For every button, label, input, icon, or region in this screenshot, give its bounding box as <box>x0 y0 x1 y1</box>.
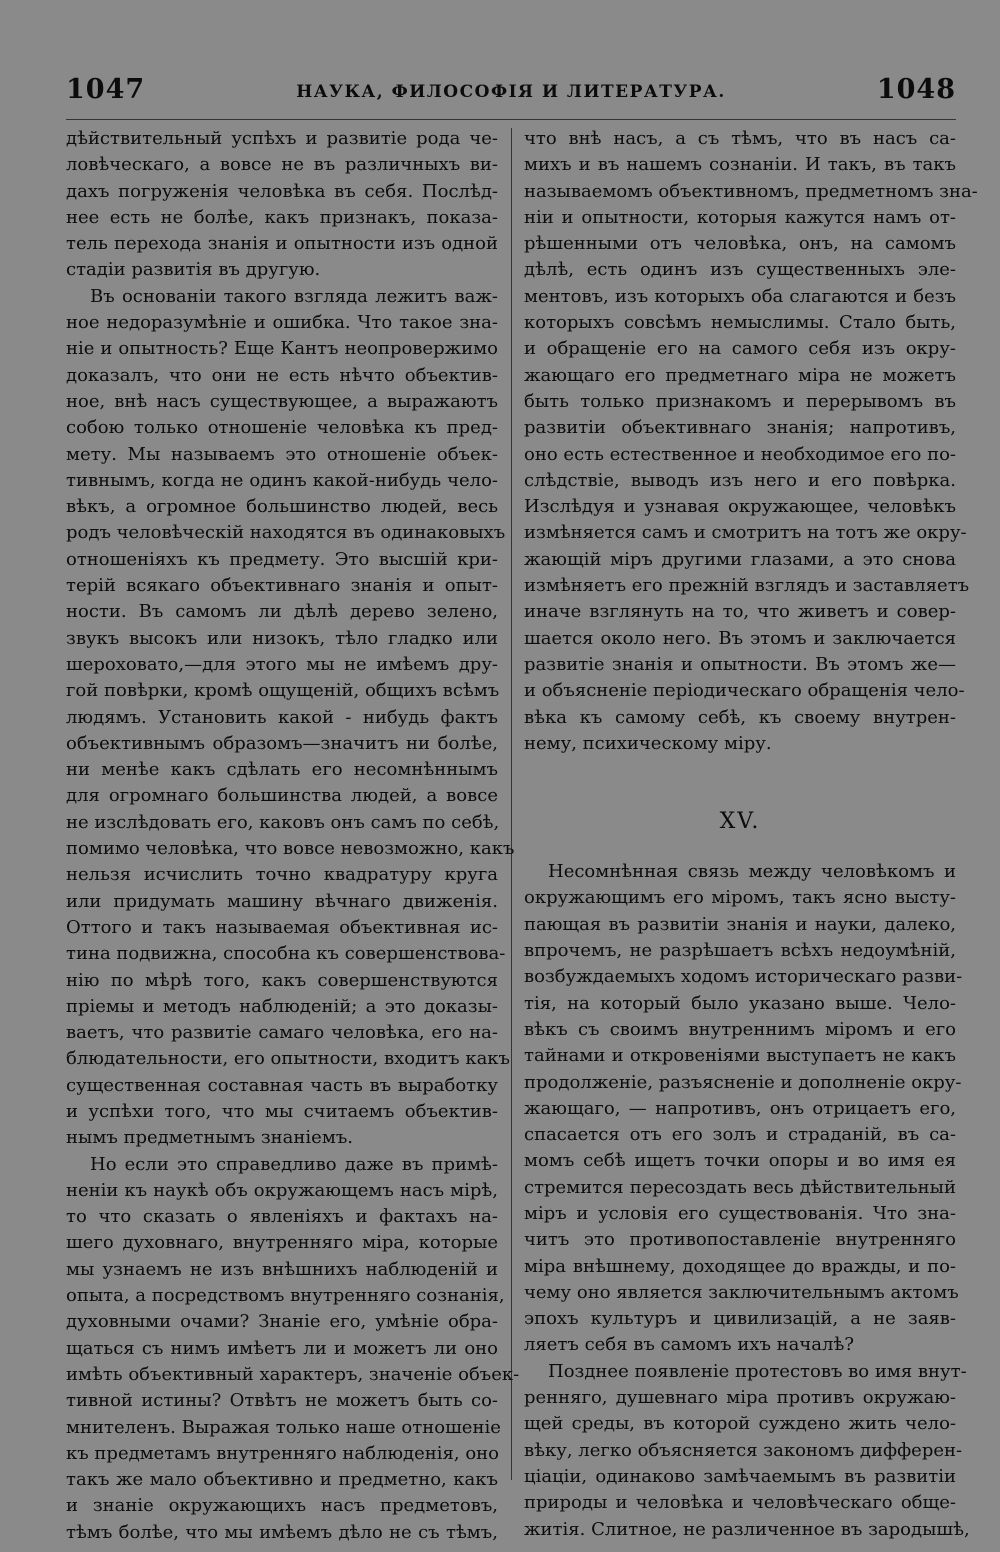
text-line: нельзя исчислить точно квадратуру круга <box>66 864 498 886</box>
text-line: Изслѣдуя и узнавая окружающее, человѣкъ <box>524 496 956 518</box>
text-line: жающаго его предметнаго міра не можетъ <box>524 364 956 386</box>
text-line: называемомъ объективномъ, предметномъ зна- <box>524 180 978 202</box>
text-line: спасается отъ его золъ и страданій, въ са- <box>524 1124 956 1146</box>
right-column-bottom-text <box>524 859 970 1543</box>
text-line: отношеніяхъ къ предмету. Это высшій кри- <box>66 548 498 570</box>
text-line: тивнымъ, когда не одинъ какой-нибудь чело- <box>66 469 498 491</box>
text-line: міра внѣшнему, доходящее до вражды, и по- <box>524 1255 956 1277</box>
text-line: щаться съ нимъ имѣетъ ли и можетъ ли оно <box>66 1337 498 1359</box>
text-line: жающаго, — напротивъ, онъ отрицаетъ его, <box>524 1097 956 1119</box>
text-line: измѣняется самъ и смотритъ на тотъ же окру- <box>524 522 967 544</box>
text-line: родъ человѣческій находятся въ одинаковыхъ <box>66 522 506 544</box>
text-line: тина подвижна, способна къ совершенствова- <box>66 943 506 965</box>
text-line: и успѣхи того, что мы считаемъ объектив- <box>66 1100 498 1122</box>
text-line: неніи къ наукѣ объ окружающемъ насъ мірѣ, <box>66 1179 498 1201</box>
text-line: мы узнаемъ не изъ внѣшнихъ наблюденій и <box>66 1258 498 1280</box>
text-line: нію по мѣрѣ того, какъ совершенствуются <box>66 969 498 991</box>
text-line: тія, на который было указано выше. Чело- <box>524 992 956 1014</box>
text-line: доказалъ, что они не есть нѣчто объектив- <box>66 364 498 386</box>
right-column <box>524 126 978 1543</box>
text-line: къ предметамъ внутренняго наблюденія, оно <box>66 1442 500 1464</box>
text-line: звукъ высокъ или низокъ, тѣло гладко или <box>66 627 498 649</box>
text-line: природы и человѣка и человѣческаго обще- <box>524 1492 956 1514</box>
text-line: существенная составная часть въ выработку <box>66 1074 498 1096</box>
text-line: ментовъ, изъ которыхъ оба слагаются и безъ <box>524 285 956 307</box>
text-line: возбуждаемыхъ ходомъ историческаго разви- <box>524 966 963 988</box>
text-line: ваетъ, что развитіе самаго человѣка, его на- <box>66 1022 498 1044</box>
text-line: дѣлѣ, есть одинъ изъ существенныхъ эле- <box>524 259 956 281</box>
text-line: оно есть естественное и необходимое его по- <box>524 443 956 465</box>
text-line: чему оно является заключительнымъ актомъ <box>524 1281 959 1303</box>
text-line: объективнымъ образомъ—значитъ ни болѣе, <box>66 732 498 754</box>
text-line: не изслѣдовать его, каковъ онъ самъ по себѣ, <box>66 811 500 833</box>
text-line: развитіе знанія и опытности. Въ этомъ же— <box>524 653 956 675</box>
text-line: ни менѣе какъ сдѣлать его несомнѣннымъ <box>66 759 498 781</box>
text-line: имѣть объективный характеръ, значеніе объек- <box>66 1363 520 1385</box>
text-line: шего духовнаго, внутренняго міра, которые <box>66 1232 498 1254</box>
text-line: Позднее появленіе протестовъ во имя внут- <box>548 1360 967 1382</box>
text-line: нему, психическому міру. <box>524 732 772 754</box>
left-column <box>66 126 520 1546</box>
right-column-top-text <box>524 126 978 757</box>
text-line: впрочемъ, не разрѣшаетъ всѣхъ недоумѣній, <box>524 940 956 962</box>
text-line: ніе и опытность? Еще Кантъ неопровержимо <box>66 338 498 360</box>
text-line: щей среды, въ которой суждено жить чело- <box>524 1413 956 1435</box>
text-line: вѣкъ, а огромное большинство людей, весь <box>66 496 498 518</box>
text-line: такъ же мало объективно и предметно, какъ <box>66 1469 498 1491</box>
text-line: дахъ погруженія человѣка въ себя. Послѣд- <box>66 180 498 202</box>
text-line: стремится пересоздать весь дѣйствительный <box>524 1176 956 1198</box>
text-line: или придумать машину вѣчнаго движенія. <box>66 890 498 912</box>
text-line: ности. Въ самомъ ли дѣлѣ дерево зелено, <box>66 601 498 623</box>
text-line: которыхъ совсѣмъ немыслимы. Стало быть, <box>524 312 956 334</box>
text-line: Оттого и такъ называемая объективная ис- <box>66 916 498 938</box>
text-line: ніи и опытности, которыя кажутся намъ от- <box>524 206 956 228</box>
text-line: мету. Мы называемъ это отношеніе объек- <box>66 443 498 465</box>
text-line: вѣкъ съ своимъ внутреннимъ міромъ и его <box>524 1018 956 1040</box>
text-line: вѣка къ самому себѣ, къ своему внутрен- <box>524 706 956 728</box>
text-line: михъ и въ нашемъ сознаніи. И такъ, въ такъ <box>524 154 956 176</box>
column-divider <box>511 128 512 1480</box>
text-line: тивной истины? Отвѣтъ не можетъ быть со- <box>66 1390 498 1412</box>
text-line: нее есть не болѣе, какъ признакъ, показа- <box>66 206 498 228</box>
text-line: рѣшенными отъ человѣка, онъ, на самомъ <box>524 233 956 255</box>
text-line: ловѣческаго, а вовсе не въ различныхъ ви- <box>66 154 498 176</box>
text-line: стадіи развитія въ другую. <box>66 259 321 281</box>
text-line: ренняго, душевнаго міра противъ окружаю- <box>524 1387 956 1409</box>
text-line: ціаціи, одинаково замѣчаемымъ въ развитіи <box>524 1465 956 1487</box>
text-line: тель перехода знанія и опытности изъ одной <box>66 233 498 255</box>
text-line: гой повѣрки, кромѣ ощущеній, общихъ всѣмъ <box>66 680 500 702</box>
text-line: вѣку, легко объясняется закономъ дифферен- <box>524 1439 963 1461</box>
text-line: тайнами и откровеніями выступаетъ не какъ <box>524 1045 956 1067</box>
text-line: Но если это справедливо даже въ примѣ- <box>90 1153 498 1175</box>
text-line: жающій міръ другими глазами, а это снова <box>524 548 956 570</box>
text-line: шается около него. Въ этомъ и заключается <box>524 627 956 649</box>
text-line: житія. Слитное, не различенное въ зародышѣ, <box>524 1518 970 1540</box>
text-line: блюдательности, его опытности, входитъ какъ <box>66 1048 511 1070</box>
text-line: Несомнѣнная связь между человѣкомъ и <box>548 861 956 883</box>
text-line: для огромнаго большинства людей, а вовсе <box>66 785 498 807</box>
text-line: пающая въ развитіи знанія и науки, далеко, <box>524 913 956 935</box>
text-line: мнителенъ. Выражая только наше отношеніе <box>66 1416 501 1438</box>
text-line: и знаніе окружающихъ насъ предметовъ, <box>66 1495 498 1517</box>
text-line: то что сказать о явленіяхъ и фактахъ на- <box>66 1206 498 1228</box>
text-line: ляетъ себя въ самомъ ихъ началѣ? <box>524 1334 854 1356</box>
text-line: собою только отношеніе человѣка къ пред- <box>66 417 498 439</box>
text-line: ное недоразумѣніе и ошибка. Что такое зна- <box>66 312 498 334</box>
text-line: тѣмъ болѣе, что мы имѣемъ дѣло не съ тѣмъ, <box>66 1521 498 1543</box>
text-line: и объясненіе періодическаго обращенія чело- <box>524 680 965 702</box>
text-line: продолженіе, разъясненіе и дополненіе окру- <box>524 1071 962 1093</box>
page-number-left: 1047 <box>66 74 146 105</box>
page-number-right: 1048 <box>876 74 956 105</box>
text-line: дѣйствительный успѣхъ и развитіе рода че- <box>66 128 498 149</box>
header-rule <box>66 119 956 120</box>
text-line: шероховато,—для этого мы не имѣемъ дру- <box>66 653 498 675</box>
text-line: эпохъ культуръ и цивилизацій, а не заяв- <box>524 1308 956 1330</box>
text-line: пріемы и методъ наблюденій; а это доказы- <box>66 995 498 1017</box>
text-line: міръ и условія его существованія. Что зна- <box>524 1202 956 1224</box>
text-line: терій всякаго объективнаго знанія и опыт- <box>66 575 498 597</box>
running-title: НАУКА, ФИЛОСОФІЯ И ЛИТЕРАТУРА. <box>296 82 726 102</box>
text-line: ное, внѣ насъ существующее, а выражаютъ <box>66 390 498 412</box>
text-line: момъ себѣ ищетъ точки опоры и во имя ея <box>524 1150 956 1172</box>
text-line: духовными очами? Знаніе его, умѣніе обра- <box>66 1311 498 1333</box>
text-line: окружающимъ его міромъ, такъ ясно высту- <box>524 887 956 909</box>
text-line: людямъ. Установить какой - нибудь фактъ <box>66 706 498 728</box>
page-header <box>66 74 956 114</box>
text-line: помимо человѣка, что вовсе невозможно, какъ <box>66 838 515 860</box>
text-line: быть только признакомъ и перерывомъ въ <box>524 390 956 412</box>
text-line: иначе взглянуть на то, что живетъ и совер- <box>524 601 956 623</box>
text-line: измѣняетъ его прежній взглядъ и заставляетъ <box>524 575 970 597</box>
text-line: нымъ предметнымъ знаніемъ. <box>66 1127 353 1149</box>
text-line: что внѣ насъ, а съ тѣмъ, что въ насъ са- <box>524 128 956 149</box>
section-gap <box>524 757 956 797</box>
text-line: слѣдствіе, выводъ изъ него и его повѣрка. <box>524 469 956 491</box>
text-line: Въ основаніи такого взгляда лежитъ важ- <box>90 285 498 307</box>
text-line: и обращеніе его на самого себя изъ окру- <box>524 338 956 360</box>
text-line: опыта, а посредствомъ внутренняго сознанія, <box>66 1285 505 1307</box>
text-line: читъ это противопоставленіе внутренняго <box>524 1229 956 1251</box>
text-line: развитіи объективнаго знанія; напротивъ, <box>524 417 956 439</box>
section-heading: XV. <box>719 809 761 835</box>
